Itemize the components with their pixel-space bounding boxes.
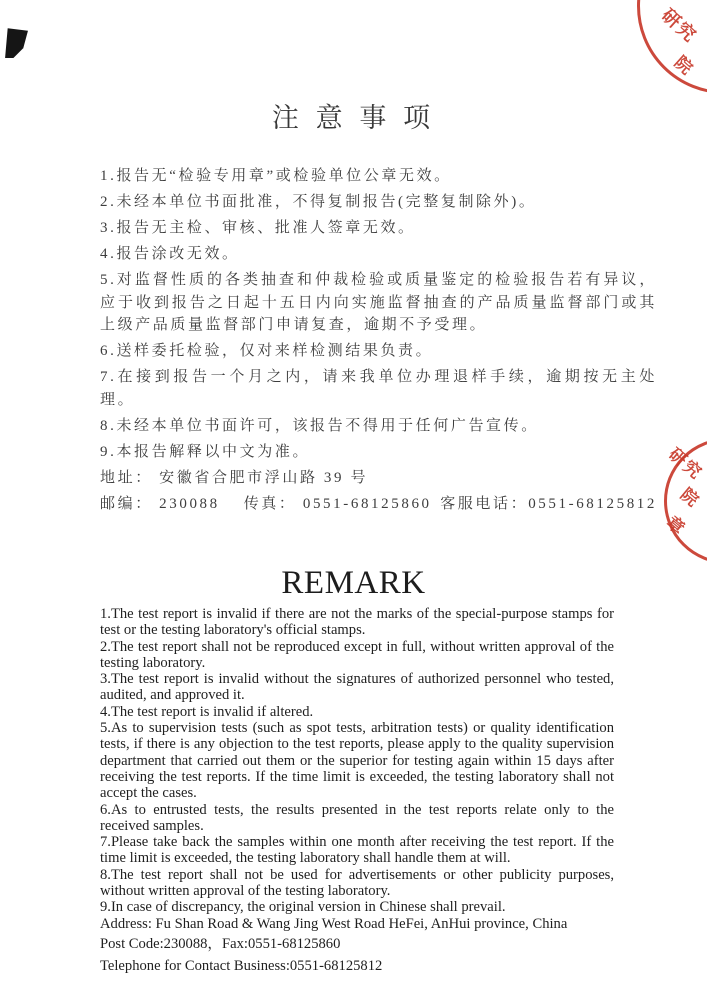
red-seal-text: 院: [670, 52, 698, 80]
contact-row-cn: [100, 493, 657, 516]
notice-item-3: 3.报告无主检、审核、批准人签章无效。: [100, 220, 416, 236]
notice-item-2: 2.未经本单位书面批准，不得复制报告(完整复制除外)。: [100, 194, 537, 210]
address-line-en: Address: Fu Shan Road & Wang Jing West Road HeFei, AnHui province, China: [100, 915, 568, 932]
notice-item-7: 7.在接到报告一个月之内，请来我单位办理退样手续，逾期按无主处理。: [100, 369, 657, 408]
remark-item-3: 3.The test report is invalid without the signatures of authorized personnel who tested, audited, and approved it.: [100, 671, 614, 704]
notice-items-cn: [100, 165, 657, 515]
remark-item-9: 9.In case of discrepancy, the original version in Chinese shall prevail.: [100, 899, 506, 916]
remark-item-5: 5.As to supervision tests (such as spot tests, arbitration tests) or quality identification tests, if there is any objection to the test reports, please apply to the quality supervision department that carried out them or the superior for testing again within 15 days after receiving the test reports. If the time limit is exceeded, the testing laboratory shall not accept the cases.: [100, 720, 614, 802]
remark-item-7: 7.Please take back the samples within one month after receiving the test report. If the time limit is exceeded, the testing laboratory shall handle them at will.: [100, 834, 614, 867]
red-seal-text: 章: [662, 512, 690, 540]
remark-item-8: 8.The test report shall not be used for advertisements or other publicity purposes, without written approval of the testing laboratory.: [100, 866, 614, 900]
red-seal-text: 研究: [657, 4, 701, 47]
telephone-line-en: Telephone for Contact Business:0551-68125812: [100, 957, 383, 974]
remark-items-en: [100, 606, 614, 976]
postcode-fax-cn: 邮编： 230088 传真： 0551-68125860: [100, 495, 432, 512]
remark-item-2: 2.The test report shall not be reproduced except in full, without written approval of the testing laboratory.: [100, 638, 614, 671]
red-seal-text: 院: [676, 484, 704, 512]
remark-item-6: 6.As to entrusted tests, the results presented in the test reports relate only to the received samples.: [100, 801, 614, 834]
notice-item-6: 6.送样委托检验，仅对来样检测结果负责。: [100, 343, 434, 359]
remark-item-1: 1.The test report is invalid if there are not the marks of the special-purpose stamps for test or the testing laboratory's official stamps.: [100, 606, 614, 639]
notice-item-9: 9.本报告解释以中文为准。: [100, 443, 311, 460]
notice-item-1: 1.报告无“检验专用章”或检验单位公章无效。: [100, 168, 452, 184]
notice-title-cn: 注 意 事 项: [271, 103, 436, 133]
postcode-fax-en: Post Code:230088，Fax:0551-68125860: [100, 935, 341, 952]
remark-item-4: 4.The test report is invalid if altered.: [100, 703, 314, 720]
address-line-cn: 地址： 安徽省合肥市浮山路 39 号: [100, 469, 369, 486]
remark-title-en: REMARK: [281, 565, 426, 601]
service-phone-cn: 客服电话：0551-68125812: [440, 495, 657, 512]
red-seal-text: 研究: [665, 444, 707, 484]
notice-item-4: 4.报告涂改无效。: [100, 246, 240, 262]
notice-item-5: 5.对监督性质的各类抽查和仲裁检验或质量鉴定的检验报告若有异议，应于收到报告之日起十五日内向实施监督抽查的产品质量监督部门或其上级产品质量监督部门申请复查，逾期不予受理。: [100, 272, 657, 333]
notice-item-8: 8.未经本单位书面许可，该报告不得用于任何广告宣传。: [100, 417, 539, 434]
